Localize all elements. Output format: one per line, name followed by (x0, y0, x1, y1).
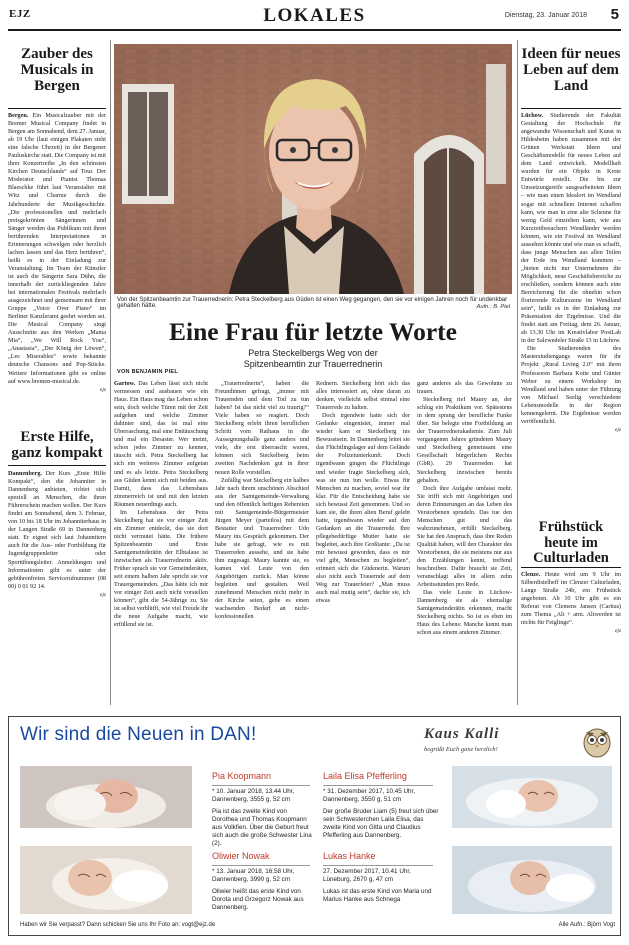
article-text: Im Lebenshaus der Petra Steckelberg hat sie vor einiger Zeit ein Zimmer entdeckt, das sie dort nicht vermutet hätte. Die frühere Spitzenbeamtin und Erste Samtgemeinderätin der Elbtalaue ist inzwischen als Trauerrednerin aktiv. Früher sprach sie vor Gemeinderäten, seit einem halben Jahr spricht sie vor Trauergemeinden. „Das hätte ich mir vor einiger Zeit auch nicht vorstellen können“, gibt die 54-Jährige zu. Sie ist selbst verblüfft, wie viel Freude ihr die neue Aufgabe macht, wie erfüllend sie ist. (114, 509, 208, 629)
article-text: Die Studierenden des Masterstudiengangs waren für ihr Projekt „Rural Living 2.0“ mit ihren Professoren Barbara Kotte und Günter Weber zu einem Workshop im Wendland und haben unter der Führung von Michael Seelig verschiedene Lebensmodelle in der Region kennengelernt. Die Ergebnisse werden veröffentlicht. (521, 346, 621, 425)
baby-birth-details: * 31. Dezember 2017, 10.45 Uhr, Dannenberg, 3550 g, 51 cm (323, 788, 416, 803)
byline: VON BENJAMIN PIEL (117, 369, 179, 375)
article-text: Doch ihre Aufgabe umfasst mehr. Sie trifft sich mit Angehörigen und deren Erinnerungen an das Leben des Verstorbenen sprudeln. Das tue den Menschen gut und das wahrzunehmen, erfüllt Steckelberg. Sie hat den Anspruch, dass ihre Reden Qualität haben, will den Charakter des Verstorbenen, die sie meistens nur aus den Erzählungen kennt, treffend beschreiben. Dafür braucht sie Zeit, veranschlagt alles in allem zehn Arbeitsstunden pro Rede. (417, 485, 512, 589)
column-separator (110, 40, 111, 705)
baby-photo (20, 846, 192, 914)
article-headline-rural-ideas: Ideen für neues Leben auf dem Land (521, 46, 621, 95)
article-text: Ein Musicalzauber mit der Bremer Musical Company findet in Bergen am Sonnabend, dem 27. Januar, ab 19 Uhr (laut einigen Plakaten steht eine falsche Uhrzeit) in der Bergener Pauluskirche statt. Die Company ist mit ihrer Konzertreihe „In den schönsten Kirchen Deutschlands“ auf Tour. Der Moderator und Pianist Thomas Blaeschke führt laut Veranstalter mit Witz und Charme durch die Jahrhunderte der Musikgeschichte. „Die professionellen und mehrfach preisgekrönten Sängerinnen und Sänger werden das Publikum mit ihren berührenden Interpretationen in Erinnerungen schwelgen oder herzlich lachen lassen und das Herz berühren“, heißt es in der Einladung zur Veranstaltung. Im Team der Künstler ist auch die Sängerin Sara Dühn, die innerhalb der zurückliegenden Jahre bei internationalen Festivals mehrfach ausgezeichnet und gemeinsam mit ihrer Gruppe „Voice Over Piano“ im Berliner Kanzleramt geehrt worden sei. Die Musical Company singt Ausschnitte aus den Werken „Mama Mia“, „We Will Rock You“, „Anastasia“, „Der König der Löwen“, „Les Miserables“ sowie bekannte deutsche Chansons und Pop-Stücke. Weitere Informationen gibt es online auf www.bremen-musical.de. (8, 113, 106, 385)
article-headline-breakfast: Frühstück heute im Culturladen (533, 519, 609, 567)
article-body-breakfast (521, 571, 621, 691)
sponsor-logo-text: Kaus Kalli (424, 726, 500, 742)
main-col-1 (114, 380, 208, 705)
article-text: Zufällig war Steckelberg ein halbes Jahr nach ihrem unschönen Abschied aus der Samtgemeinde-Verwaltung und den öffentlich heftigen Rebereien mit Samtgemeinde-Bürgermeister Jürgen Meyer (parteilos) mit dem Bestatter und Trauerredner Udo Maury ins Gespräch gekommen. Der habe sie gefragt, wie es mit Trauerreden aussehe, und sie habe ihm zugesagt. Maury kannte sie, es kamen viel Leute von den Angehörigen zurück. Man könne begleiten und gestalten. Weil zunehmend Menschen nicht mehr in der Kirche seien, gebe es einen wachsenden Bedarf an nicht-konfessionellen (215, 477, 309, 621)
author-sig: ejz (99, 386, 106, 393)
baby-description: Oliwier heißt das erste Kind von Dorota und Grzegorz Nowak aus Dannenberg. (212, 888, 304, 911)
photo-credit: Aufn.: B. Piel (476, 304, 510, 310)
main-headline: Eine Frau für letzte Worte (169, 317, 457, 346)
section-title: LOKALES (263, 5, 366, 26)
article-text: Doch irgendwie hatte sich der Gedanke eingenistet, immer mal wieder kam er Steckelberg ins Bewusstsein. In Dannenberg leitet sie das Flüchtlingslager auf dem Gelände der Polizeiunterkunft. Doch irgendwann gingen die Flüchtlinge und wieder fragte Steckelberg sich, was sie nun tun wolle. Etwas für Menschen zu machen, soviel war ihr klar. Für die Entscheidung habe sie sich bewusst Zeit genommen. Und so kam sie, die ihren alten Beruf gelebt hatte, irgendwann wieder auf den Gedanken an die Trauerrede. Ihre pflegebedürftige Mutter hatte sie begleitet, auch ihre Großtante: „Da ist mir bewusst geworden, dass es mir viel gibt, Menschen zu begleiten“, erinnert sich die Güdenerin. Warum also nicht auch Trauernde auf dem Weg zur Trauerfeier? „Man muss auch mal mutig sein“, dachte sie, ich etwas (316, 413, 410, 605)
article-body-rural-ideas (521, 112, 621, 512)
divider (212, 865, 310, 866)
article-text: Das viele Leute in Lüchow-Dannenberg sie als ehemalige Samtgemeinderätin erkennen, macht Steckelberg nichts. So ist es eben im Haus des Lebens: Manche kennt man schon aus einem anderen Zimmer. (417, 590, 512, 637)
dateline: Lüchow. (521, 113, 544, 119)
baby-description: Pia ist das zweite Kind von Dorothea und Thomas Koopmann aus Volkfien. Über die Geburt freut sich auch die große Schwester Lina (2). (212, 808, 312, 847)
baby-name: Lukas Hanke (323, 851, 376, 861)
baby-birth-details: * 10. Januar 2018, 13.44 Uhr, Dannenberg, 3555 g, 52 cm (212, 788, 295, 803)
ad-title: Wir sind die Neuen in DAN! (20, 724, 257, 745)
baby-birth-details: * 13. Januar 2018, 16.58 Uhr, Dannenberg, 3990 g, 52 cm (212, 868, 295, 883)
article-text: Steckelberg rief Maury an, der schlug ein Praktikum vor. Spätestens in dem sprang der berufliche Funke über. Sie belegte eine Fortbildung an der Trauerrednerakademie. Zum Juli vergangenen Jahres gründeten Maury und Steckelberg gemeinsam eine Gesellschaft bürgerlichen Rechts (GbR). 29 Trauerreden hat Steckelberg inzwischen bereits gehalten. (417, 397, 512, 484)
article-text: Rednern. Steckelberg hört sich das alles interessiert an, ohne daran zu denken, vielleicht selbst einmal eine Trauerrede zu halten. (316, 381, 410, 412)
article-text: Das Leben lässt sich nicht vermessen und ausbauen wie ein Haus. Ein Haus mag das Leben schon sein, doch welche Türen mit der Zeit aufgehen und welche Zimmer dahinter sind, das ist mal eine Überraschung, mal eine Enttäuschung und mal ein Desaster. Wer meint, schon jedes Zimmer zu kennen, täuscht sich. Petra Steckelberg hat sich ein weiteres Zimmer aufgetan und es als letzte. Petra Steckelberg aus Güden kennt sich mit beiden aus. Damit, dass das Lebenshaus zimmerreich ist und mit den letzten Räumen neuerdings auch. (114, 381, 208, 508)
page-number: 5 (610, 6, 619, 23)
main-col-3 (316, 380, 410, 705)
ad-photo-credit: Alle Aufn.: Björn Vogt (558, 922, 615, 928)
dateline: Dannenberg. (8, 471, 42, 477)
dateline: Gartow. (114, 381, 136, 387)
baby-name: Laila Elisa Pfefferling (323, 771, 407, 781)
divider (212, 785, 310, 786)
main-col-4 (417, 380, 512, 705)
author-sig: ejz (614, 426, 621, 433)
divider (521, 108, 621, 109)
baby-name: Pia Koopmann (212, 771, 272, 781)
divider (521, 567, 621, 568)
article-text: „Trauerrednerin“, haben die Freundinnen gefragt, „immer mit Trauernden und dem Tod zu tun haben? Ist das nicht viel zu traurig?“ Viele haben so reagiert. Doch Steckelberg erlebt ihren beruflichen Schritt vom Rathaus in die Aussegnungshalle ganz anders und viele, die erst überrascht waren, können sich Steckelberg beim zweiten Nachdenken gut in ihrer neuen Rolle vorstellen. (215, 381, 309, 476)
subtitle-line-1: Petra Steckelbergs Weg von der (248, 348, 378, 358)
article-body-first-aid (8, 470, 106, 682)
divider (323, 865, 433, 866)
divider (8, 108, 106, 109)
owl-logo-icon (579, 722, 615, 758)
article-text: Studierende der Fakultät Gestaltung der Hochschule für angewandte Wissenschaft und Kunst in Hildesheim haben zusammen mit der Grünen Werkstatt Ideen und Geschäftsmodelle für neues Leben auf dem Land entwickelt. Modellhaft wurden für ein Objekt in Krote Entwürfe erstellt. Die bis zur Umsetzungsreife ausgearbeiteten Ideen – wie man einen Idealort im Wendland sogar mit schnellem Internet schaffen kann, wie man in eine alte Scheune für wenig Geld einziehen kann, wie aus Kurzzeitbesuchern Wendländer werden können, wie ein Festival im Wendland aussehen könnte und wie man es schafft, dass junge Menschen aus allen Teilen der Erde ins Wendland kommen – „bieten nicht nur Unternehmen die Möglichkeit, neue Geschäftsbereiche zu erschließen, sondern können auch eine Bereicherung für die ohnehin schon florierende Kulturszene im Wendland sein“, heißt es in der Einladung zur Präsentation der Ergebnisse. Und die findet statt am Freitag, dem 26. Januar, ab 13.30 Uhr im Kreativlabor PostLab in der Salzwedeler Straße 13 in Lüchow. (521, 113, 621, 345)
author-sig: ejz (99, 591, 106, 598)
baby-photo (20, 766, 192, 828)
article-body-musical (8, 112, 106, 422)
main-subtitle (114, 348, 512, 370)
main-col-2 (215, 380, 309, 705)
baby-photo (452, 766, 612, 828)
sponsor-tagline: begrüßt Euch ganz herzlich! (424, 746, 498, 753)
header-rule (8, 29, 621, 31)
divider (323, 785, 433, 786)
column-separator (517, 40, 518, 705)
article-photo (114, 44, 512, 294)
article-text: Der Kurs „Erste Hilfe Kompakt“, den die Johanniter in Dannenberg anbieten, richtet sich speziell an Menschen, die ihren Führerschein machen wollen. Der Kurs findet am Sonnabend, dem 3. Februar, von 10 bis 18 Uhr im Johanniterhaus in der Langen Straße 69 in Dannenberg statt. Er eignet sich laut Johannitern auch für die Aus- oder Fortbildung für Jugendgruppenleiter oder Sportübungsleiter. Anmeldungen und Informationen gibt es unter der gebührenfreien Servicerufnummer (08 00) 0 01 92 14. (8, 471, 106, 590)
baby-name: Oliwier Nowak (212, 851, 270, 861)
article-headline-musical: Zauber des Musicals in Bergen (20, 46, 94, 95)
article-text: Heute wird um 9 Uhr im Silberdistelheff im Clenzer Culturladen, Lange Straße 24b, ein Frühstück angeboten. Ab 10 Uhr gibt es ein Referat von Clemens Jansen (Caritas) zum Thema „Alt + arm. Altwerden ist nichts für Feiglinge“. (521, 572, 621, 627)
brand-logo: EJZ (9, 8, 31, 20)
article-headline-first-aid: Erste Hilfe, ganz kompakt (11, 429, 103, 462)
photo-caption: Von der Spitzenbeamtin zur Trauerrednerin: Petra Steckelberg aus Güden ist einen Weg gegangen, den sie vor einigen Jahren noch für undenkbar gehalten hätte. (117, 297, 508, 309)
issue-date: Dienstag, 23. Januar 2018 (504, 12, 587, 19)
baby-birth-details: 27. Dezember 2017, 10.41 Uhr, Lüneburg, 2670 g, 47 cm (323, 868, 411, 883)
baby-photo (452, 846, 612, 914)
ad-footer-note: Haben wir Sie verpasst? Dann schicken Sie uns Ihr Foto an: vogt@ejz.de (20, 922, 216, 928)
divider (8, 465, 106, 466)
dateline: Bergen. (8, 113, 29, 119)
author-sig: ejz (614, 628, 621, 635)
subtitle-line-2: Spitzenbeamtin zur Trauerrednerin (243, 359, 383, 369)
baby-description: Lukas ist das erste Kind von Maria und Marius Hanke aus Schnega (323, 888, 432, 903)
dateline: Clenze. (521, 572, 541, 578)
baby-description: Der große Bruder Liam (5) freut sich über sein Schwesterchen Laila Elisa, das zweite Kind von Gitta und Claudius Pfefferling aus Dannenberg. (323, 808, 439, 839)
article-text: ganz anderes als das Gewohnte zu trauen. (417, 381, 512, 396)
